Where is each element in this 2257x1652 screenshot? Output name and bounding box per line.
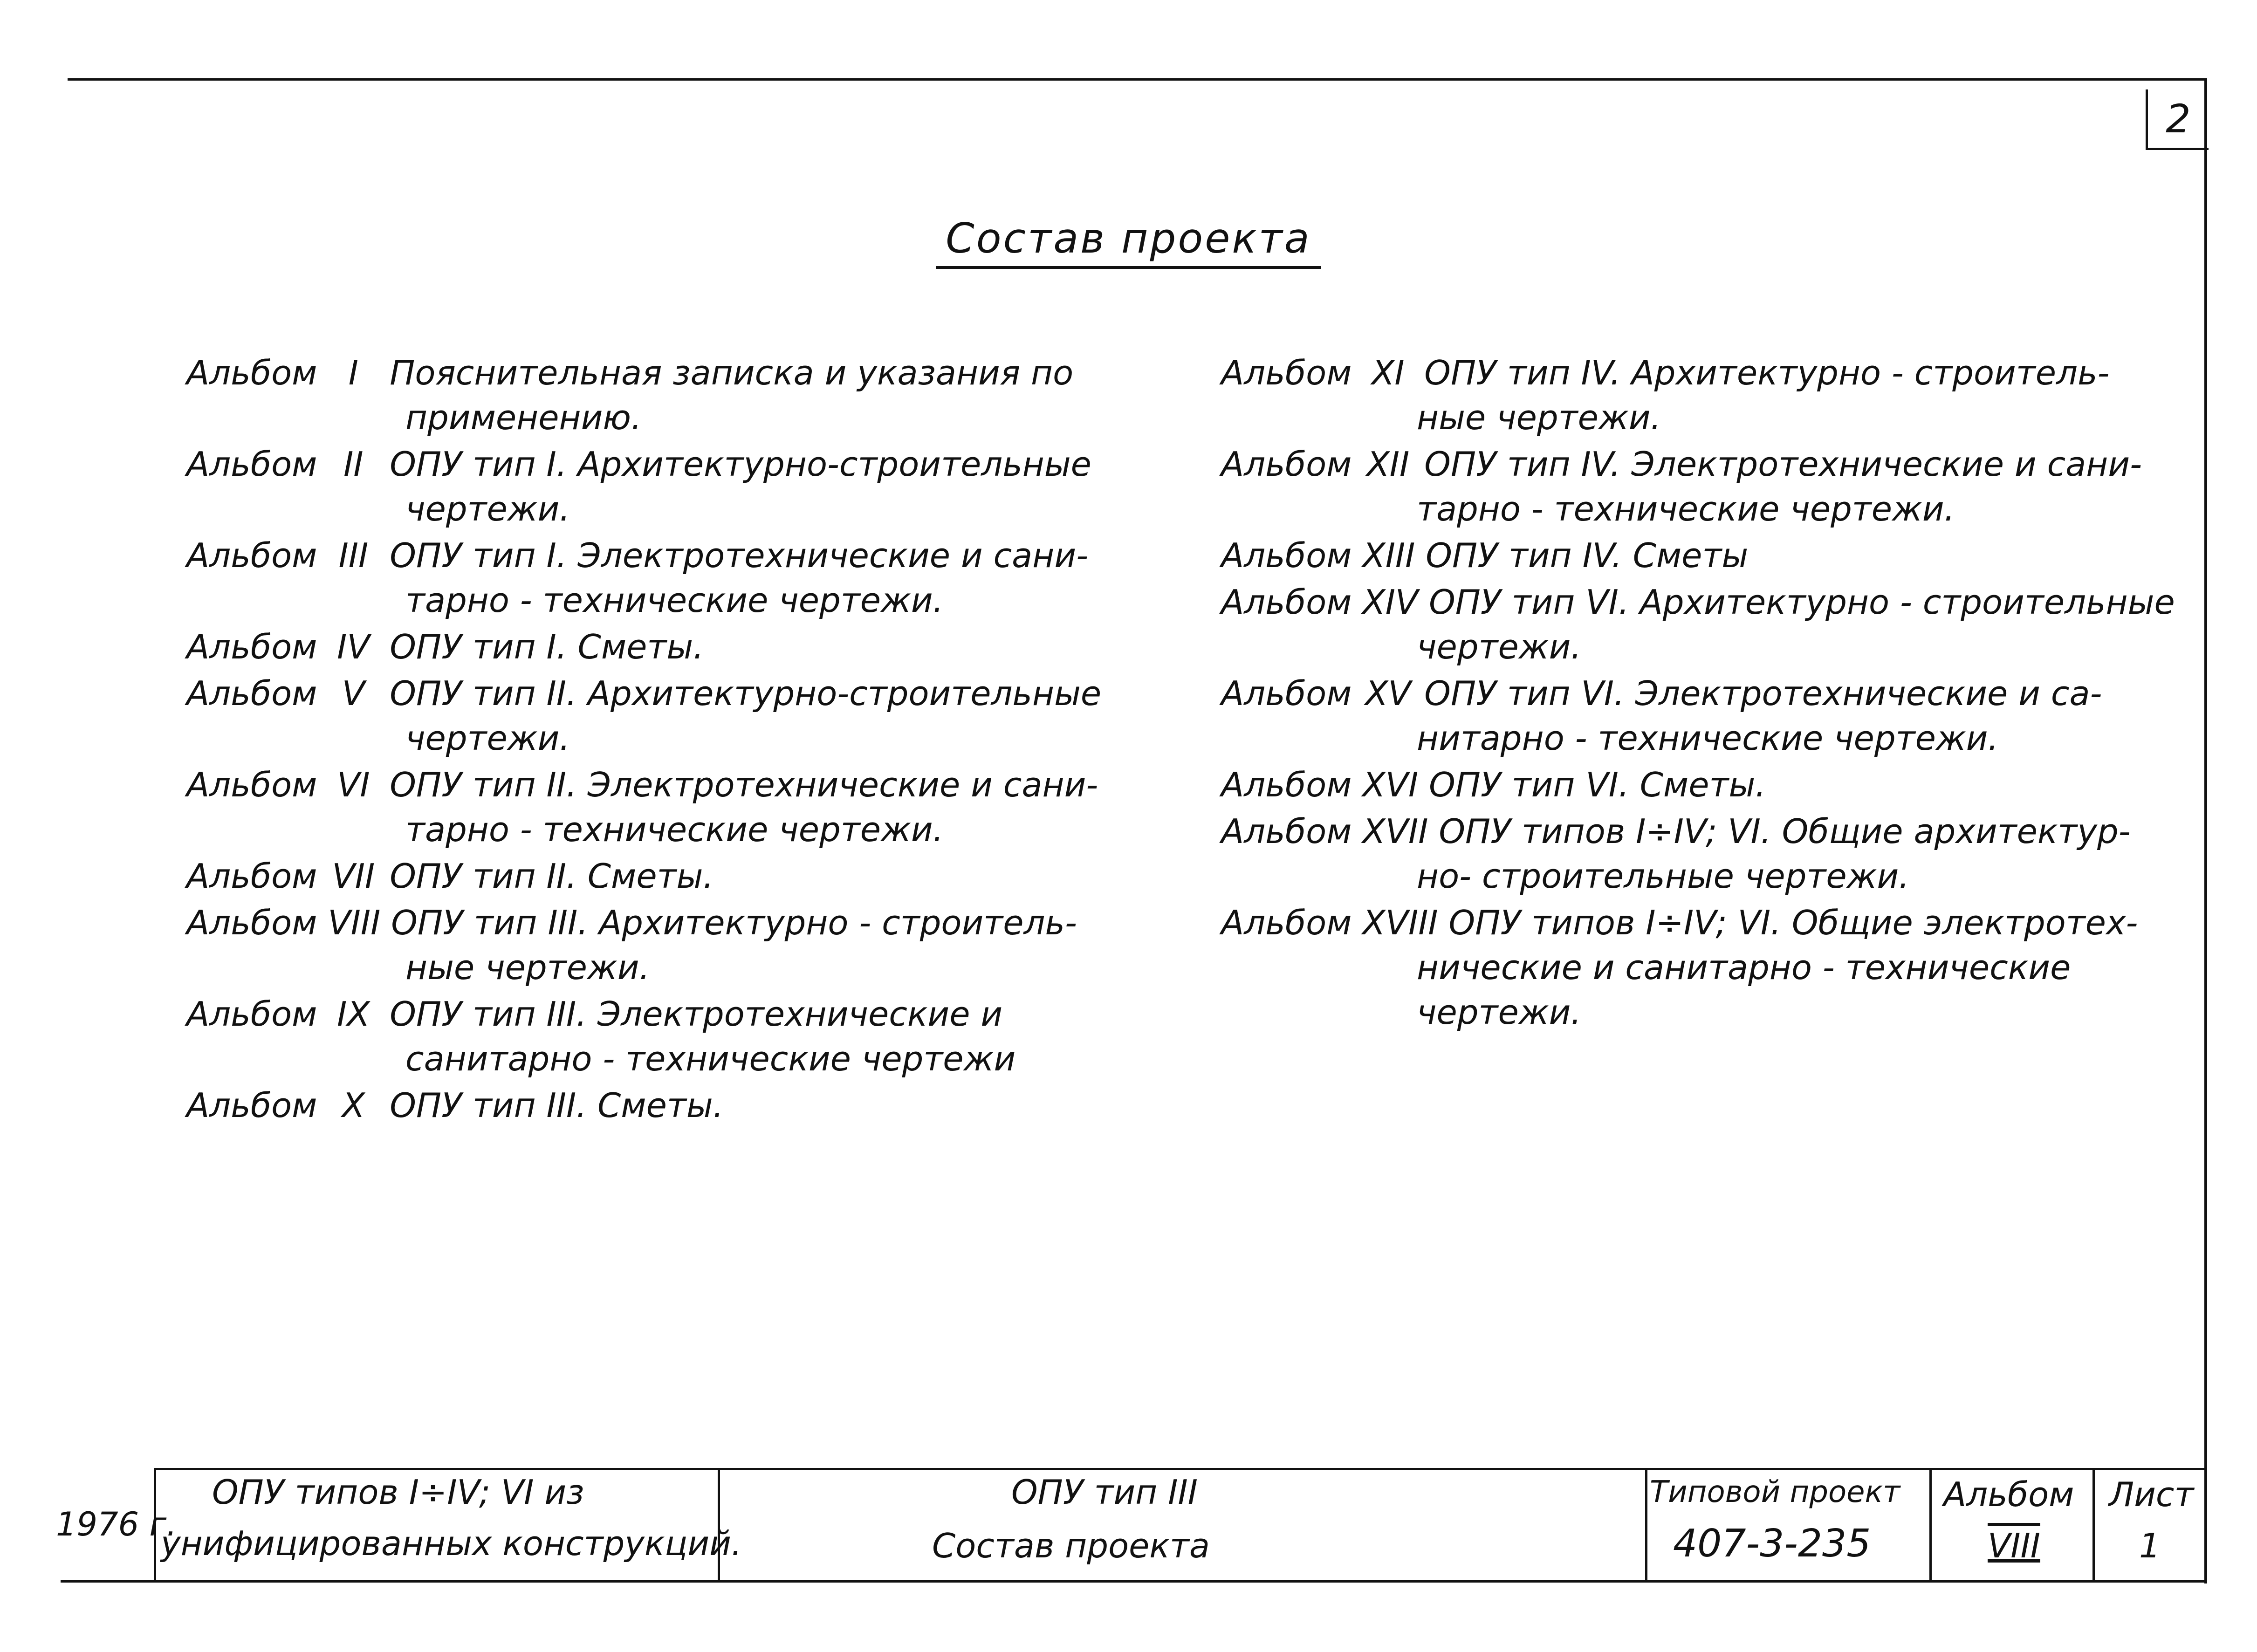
sheet-number-box: [2146, 89, 2209, 150]
album-entry: Альбом IX ОПУ тип III. Электротехнические и санитарно - технические чертежи: [186, 992, 1156, 1081]
album-numeral: XII: [1366, 445, 1410, 484]
frame-top-line: [68, 78, 2207, 81]
titleblock-divider: [1645, 1468, 1647, 1580]
album-entry: Альбом XI ОПУ тип IV. Архитектурно - строитель- ные чертежи.: [1221, 350, 2153, 440]
albums-left-column: [186, 350, 1156, 1130]
album-entry: Альбом II ОПУ тип I. Архитектурно-строительные чертежи.: [186, 442, 1156, 531]
album-numeral: XIII: [1362, 536, 1415, 575]
album-numeral: VI: [337, 765, 370, 804]
sheet-number: 2: [2166, 96, 2191, 142]
album-numeral: XIV: [1362, 583, 1419, 622]
album-entry: Альбом V ОПУ тип II. Архитектурно-строительные чертежи.: [186, 671, 1156, 761]
titleblock-album-label: Альбом: [1943, 1475, 2074, 1514]
album-entry: Альбом VII ОПУ тип II. Сметы.: [186, 854, 1156, 898]
titleblock-sheet-label: Лист: [2109, 1475, 2194, 1514]
titleblock-year: 1976 г.: [56, 1505, 177, 1543]
titleblock-desc-line2: унифицированных конструкций.: [161, 1524, 742, 1563]
album-numeral: XV: [1365, 674, 1411, 713]
album-numeral: I: [348, 353, 358, 392]
album-entry: Альбом XIII ОПУ тип IV. Сметы: [1221, 533, 2153, 578]
titleblock-bottom-line: [61, 1580, 2207, 1583]
titleblock-name-line2: Состав проекта: [932, 1526, 1210, 1565]
titleblock-desc-line1: ОПУ типов I÷IV; VI из: [212, 1473, 584, 1512]
album-entry: Альбом VIII ОПУ тип III. Архитектурно - строитель- ные чертежи.: [186, 900, 1156, 990]
album-numeral: VII: [332, 857, 375, 896]
album-entry: Альбом III ОПУ тип I. Электротехнические и сани- тарно - технические чертежи.: [186, 533, 1156, 623]
album-numeral: XVII: [1362, 812, 1428, 851]
titleblock-sheet-value: 1: [2139, 1526, 2161, 1565]
album-entry: Альбом XVI ОПУ тип VI. Сметы.: [1221, 762, 2153, 807]
album-numeral: II: [343, 445, 364, 484]
titleblock-project-label: Типовой проект: [1650, 1475, 1900, 1509]
album-entry: Альбом XII ОПУ тип IV. Электротехнические и сани- тарно - технические чертежи.: [1221, 442, 2153, 531]
titleblock-top-line: [154, 1468, 2204, 1470]
album-entry: Альбом XV ОПУ тип VI. Электротехнические и са- нитарно - технические чертежи.: [1221, 671, 2153, 761]
album-entry: Альбом VI ОПУ тип II. Электротехнические и сани- тарно - технические чертежи.: [186, 762, 1156, 852]
album-numeral: XVIII: [1362, 903, 1438, 942]
album-numeral: X: [342, 1086, 365, 1125]
titleblock-divider: [1929, 1468, 1932, 1580]
album-numeral: XI: [1372, 353, 1405, 392]
album-entry: Альбом I Пояснительная записка и указания по применению.: [186, 350, 1156, 440]
album-entry: Альбом IV ОПУ тип I. Сметы.: [186, 624, 1156, 669]
album-numeral: IX: [337, 994, 370, 1034]
page-title: Состав проекта: [0, 214, 2257, 262]
album-entry: Альбом XIV ОПУ тип VI. Архитектурно - строительные чертежи.: [1221, 580, 2153, 669]
frame-right-line: [2204, 78, 2207, 1583]
albums-right-column: [1221, 350, 2175, 1036]
album-numeral: IV: [337, 627, 370, 666]
titleblock-project-number: 407-3-235: [1673, 1522, 1871, 1566]
titleblock-album-value: VIII: [1988, 1526, 2040, 1565]
album-entry: Альбом XVIII ОПУ типов I÷IV; VI. Общие электротех- нические и санитарно - технические чертежи.: [1221, 900, 2153, 1035]
album-numeral: XVI: [1362, 765, 1419, 804]
album-entry: Альбом X ОПУ тип III. Сметы.: [186, 1083, 1156, 1128]
titleblock-name-line1: ОПУ тип III: [1011, 1473, 1198, 1512]
album-numeral: VIII: [328, 903, 381, 942]
album-numeral: V: [342, 674, 365, 713]
album-numeral: III: [338, 536, 369, 575]
titleblock-divider: [2092, 1468, 2095, 1580]
album-entry: Альбом XVII ОПУ типов I÷IV; VI. Общие архитектур- но- строительные чертежи.: [1221, 809, 2153, 898]
